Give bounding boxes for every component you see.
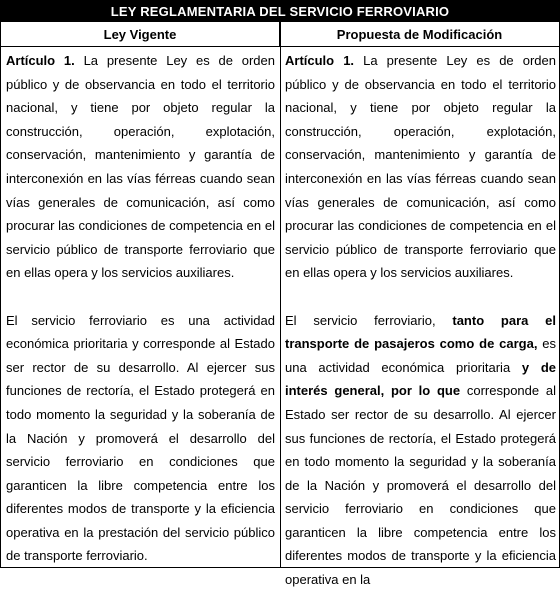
proposed-addition-passengers-cargo: tanto para el transporte de pasajeros como de carga, (285, 312, 557, 352)
table-title: LEY REGLAMENTARIA DEL SERVICIO FERROVIARIO (1, 1, 559, 22)
column-divider (280, 22, 281, 567)
current-article-1-text: La presente Ley es de orden público y de observancia en todo el territorio nacional, y tiene por objeto regular la construcción, operación, explotación, conservación, mantenimiento y garantía de interconexión en las vías férreas cuando sean vías generales de comunicación, así como procurar las condiciones de competencia en el servicio público de transporte ferroviario que en ellas opera y los servicios auxiliares. (6, 53, 275, 281)
proposed-amendment-cell (285, 49, 556, 592)
proposed-text-segment: El servicio ferroviario, (285, 312, 453, 328)
proposed-article-1-paragraph (285, 49, 556, 285)
proposed-article-1-text: La presente Ley es de orden público y de observancia en todo el territorio nacional, y tiene por objeto regular la construcción, operación, explotación, conservación, mantenimiento y garantía de interconexión en las vías férreas cuando sean vías generales de comunicación, así como procurar las condiciones de competencia en el servicio público de transporte ferroviario que en ellas opera y los servicios auxiliares. (285, 53, 556, 281)
proposed-text-segment: es una actividad económica prioritaria (285, 336, 556, 375)
proposed-text-segment: corresponde al Estado ser rector de su desarrollo. Al ejercer sus funciones de rectoría, el Estado protegerá en todo momento la seguridad y la soberanía de la Nación y promoverá el desarrollo del servicio ferroviario en condiciones que garanticen la libre competencia entre los diferentes modos de transporte y la eficiencia operativa en la (285, 383, 556, 588)
proposed-rail-service-paragraph (285, 309, 556, 592)
current-article-1-paragraph (6, 49, 275, 285)
current-law-cell (6, 49, 275, 568)
proposed-article-label: Artículo 1. (285, 53, 355, 68)
proposed-addition-general-interest: y de interés general, por lo que (285, 359, 557, 399)
column-header-proposed-amendment: Propuesta de Modificación (280, 22, 559, 47)
current-rail-service-paragraph: El servicio ferroviario es una actividad económica prioritaria y corresponde al Estado ser rector de su desarrollo. Al ejercer sus funciones de rectoría, el Estado protegerá en todo momento la seguridad y la soberanía de la Nación y promoverá el desarrollo del servicio ferroviario en condiciones que garanticen la libre competencia entre los diferentes modos de transporte y la eficiencia operativa en la prestación del servicio público de transporte ferroviario. (6, 312, 275, 564)
current-article-label: Artículo 1. (6, 53, 75, 68)
column-header-current-law: Ley Vigente (1, 22, 280, 47)
